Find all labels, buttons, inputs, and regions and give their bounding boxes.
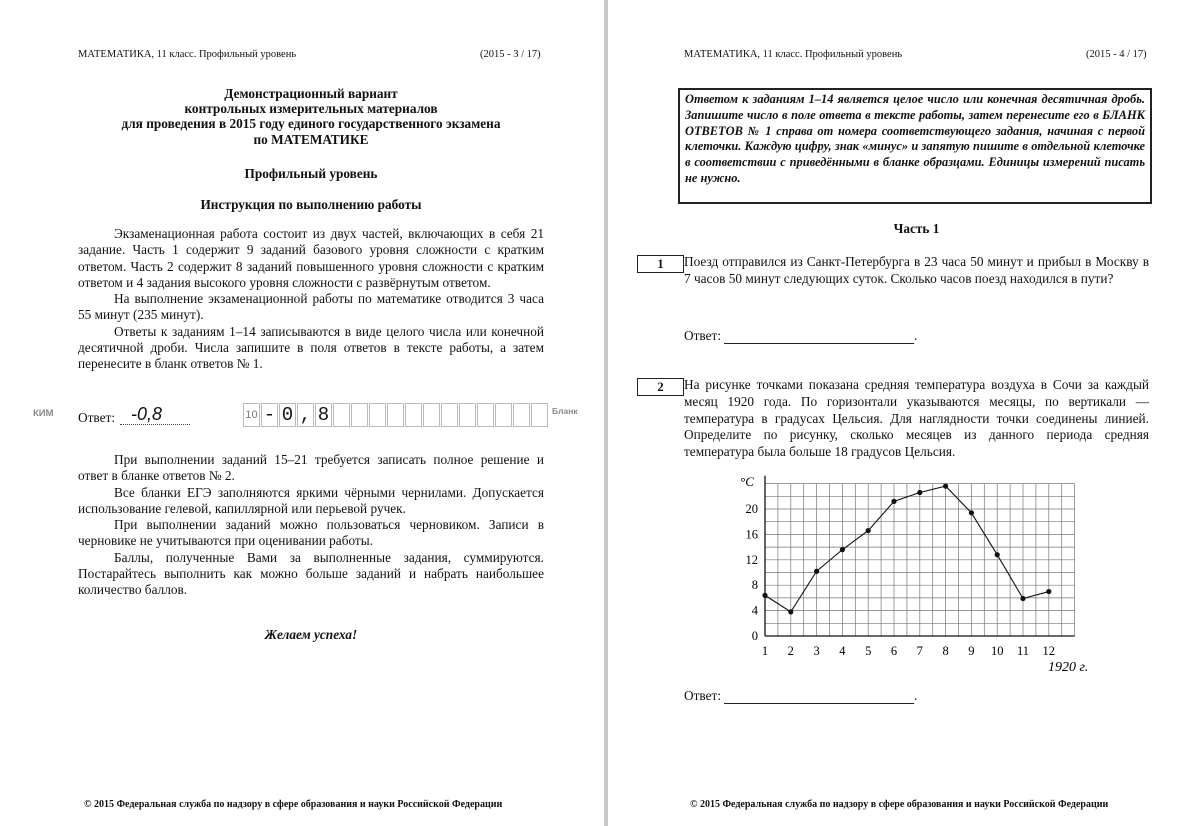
paragraph: Ответы к заданиям 1–14 записываются в виде целого числа или конечной десятичной дроби. Числа запишите в поля ответов в тексте работы, а затем перенесите в бланк ответов № 1.: [78, 323, 544, 372]
y-tick-label: 0: [751, 629, 758, 643]
sample-handwritten-answer: -0,8: [131, 404, 163, 424]
title-line: Демонстрационный вариант: [224, 86, 398, 101]
x-tick-label: 11: [1016, 644, 1030, 658]
instruction-text-top: [78, 226, 544, 373]
sample-answer-cells: [243, 403, 549, 427]
answer-cell: [333, 403, 350, 427]
footer-copyright-right: © 2015 Федеральная служба по надзору в сфере образования и науки Российской Федерации: [690, 799, 1109, 810]
sample-answer-underline: [120, 424, 190, 425]
title-line: по МАТЕМАТИКЕ: [253, 131, 369, 147]
kim-label: КИМ: [33, 408, 54, 419]
x-tick-label: 4: [839, 644, 846, 658]
header-page-number: (2015 - 3 / 17): [480, 49, 541, 60]
data-point: [866, 528, 871, 533]
instruction-title: Инструкция по выполнению работы: [200, 197, 422, 212]
x-tick-label: 2: [787, 644, 794, 658]
sample-answer-label: Ответ:: [78, 410, 116, 425]
data-point: [1020, 596, 1025, 601]
answer-label: Ответ:: [684, 688, 722, 703]
answer-cell: [459, 403, 476, 427]
data-point: [788, 609, 793, 614]
x-tick-label: 10: [990, 644, 1004, 658]
answer-cell: ,: [297, 403, 314, 427]
answer-cell: [387, 403, 404, 427]
answer-cell: -: [261, 403, 278, 427]
data-point: [762, 593, 767, 598]
task-text-2: На рисунке точками показана средняя температура воздуха в Сочи за каждый месяц 1920 года. По горизонтали указываются месяцы, по вертикали — температура в градусах Цельсия. Для наглядности точки соединены линией. Определите по рисунку, сколько месяцев из данного периода средняя температура была больше 18 градусов Цельсия.: [684, 377, 1149, 460]
data-point: [995, 552, 1000, 557]
wish-text: Желаем успеха!: [264, 627, 358, 642]
cell-prefix: 10: [243, 403, 260, 427]
paragraph: Все бланки ЕГЭ заполняются яркими чёрными чернилами. Допускается использование гелевой, капиллярной или перьевой ручек.: [78, 484, 544, 516]
answer-cell: [351, 403, 368, 427]
y-tick-label: 12: [745, 552, 758, 567]
answer-cell: [477, 403, 494, 427]
y-tick-label: 4: [751, 603, 758, 618]
answer-label: Ответ:: [684, 328, 722, 343]
part-title: Часть 1: [893, 221, 940, 236]
x-tick-label: 9: [968, 644, 975, 658]
task-answer-2: Ответ: .: [684, 688, 918, 703]
y-tick-label: 16: [745, 527, 758, 542]
x-tick-label: 6: [890, 644, 898, 658]
footer-copyright: © 2015 Федеральная служба по надзору в сфере образования и науки Российской Федерации: [84, 799, 503, 810]
title-line: контрольных измерительных материалов: [184, 101, 438, 117]
paragraph: При выполнении заданий 15–21 требуется записать полное решение и ответ в бланке ответов № 2.: [78, 452, 544, 484]
task-number-2: 2: [637, 378, 684, 396]
instruction-text-bottom: [78, 452, 544, 599]
answer-cell: [423, 403, 440, 427]
data-point: [917, 490, 922, 495]
page-gutter: [604, 0, 608, 826]
answer-cell: 0: [279, 403, 296, 427]
y-tick-label: 8: [751, 578, 758, 593]
answer-cell: [369, 403, 386, 427]
x-tick-label: 7: [916, 644, 923, 658]
chart-grid: [765, 484, 1075, 636]
data-point: [1046, 589, 1051, 594]
x-tick-label: 1: [761, 644, 769, 658]
data-point: [891, 499, 896, 504]
document-title: [70, 86, 552, 147]
answer-line[interactable]: [724, 329, 914, 344]
paragraph: Баллы, полученные Вами за выполненные задания, суммируются. Постарайтесь выполнить как можно больше заданий и набрать наибольшее количество баллов.: [78, 549, 544, 598]
header-page-number-right: (2015 - 4 / 17): [1086, 49, 1147, 60]
answer-cell: [495, 403, 512, 427]
blank-label: Бланк: [552, 406, 578, 416]
task-answer-1: Ответ: .: [684, 328, 918, 343]
x-axis-label: 1920 г.: [1048, 660, 1089, 675]
header-title-right: МАТЕМАТИКА, 11 класс. Профильный уровень: [684, 49, 903, 60]
paragraph: При выполнении заданий можно пользоваться черновиком. Записи в черновике не учитываются при оценивании работы.: [78, 517, 544, 549]
data-point: [943, 484, 948, 489]
answer-cell: 8: [315, 403, 332, 427]
y-tick-label: 20: [745, 502, 758, 516]
data-point: [840, 547, 845, 552]
answer-cell: [441, 403, 458, 427]
x-tick-label: 12: [1042, 644, 1056, 658]
task-text-1: Поезд отправился из Санкт-Петербурга в 23 часа 50 минут и прибыл в Москву в 7 часов 50 минут следующих суток. Сколько часов поезд находился в пути?: [684, 254, 1149, 286]
temperature-chart: [730, 468, 1110, 678]
level-title: Профильный уровень: [244, 166, 378, 181]
answer-cell: [405, 403, 422, 427]
data-point: [969, 510, 974, 515]
y-axis-label: °C: [740, 474, 754, 489]
header-title: МАТЕМАТИКА, 11 класс. Профильный уровень: [78, 49, 297, 60]
data-point: [814, 569, 819, 574]
chart-axes: [746, 476, 1075, 658]
title-line: для проведения в 2015 году единого государственного экзамена: [121, 116, 501, 132]
task-number-1: 1: [637, 255, 684, 273]
answer-cell: [531, 403, 548, 427]
x-tick-label: 5: [865, 644, 872, 658]
paragraph: Экзаменационная работа состоит из двух частей, включающих в себя 21 задание. Часть 1 содержит 9 заданий базового уровня сложности с кратким ответом. Часть 2 содержит 8 заданий повышенного уровня сложности с кратким ответом и 4 задания высокого уровня сложности с развёрнутым ответом.: [78, 226, 544, 290]
answer-line[interactable]: [724, 689, 914, 704]
x-tick-label: 3: [813, 644, 820, 658]
paragraph: На выполнение экзаменационной работы по математике отводится 3 часа 55 минут (235 минут).: [78, 291, 544, 323]
answer-instruction-box: Ответом к заданиям 1–14 является целое число или конечная десятичная дробь. Запишите число в поле ответа в тексте работы, затем перенесите его в БЛАНК ОТВЕТОВ № 1 справа от номера соответствующего задания, начиная с первой клеточки. Каждую цифру, знак «минус» и запятую пишите в отдельной клеточке в соответствии с приведёнными в бланке образцами. Единицы измерений писать не нужно.: [678, 88, 1152, 204]
answer-cell: [513, 403, 530, 427]
x-tick-label: 8: [942, 644, 949, 658]
